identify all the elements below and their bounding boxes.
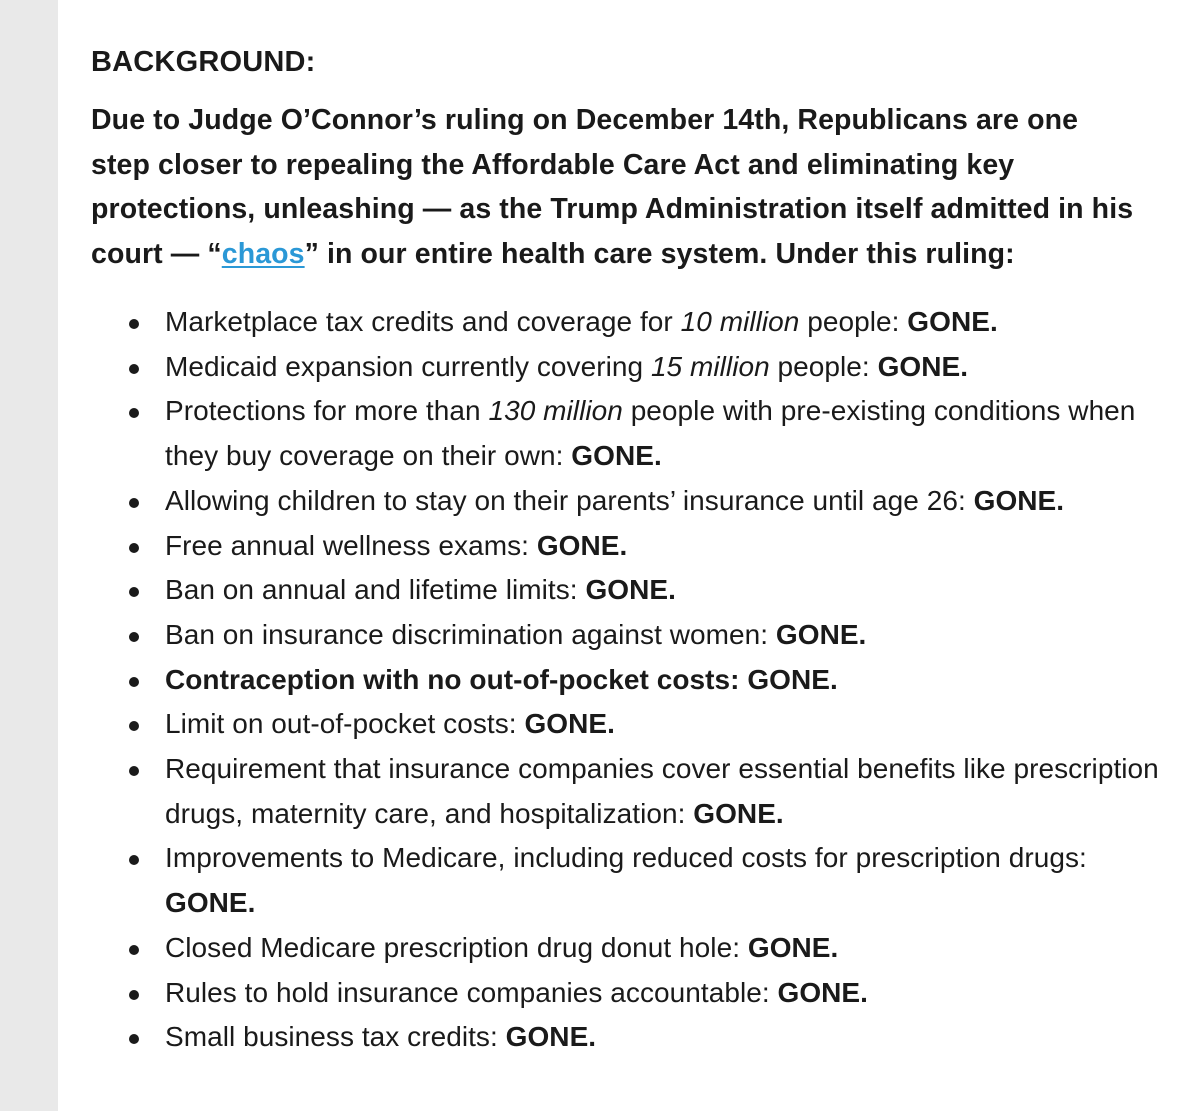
gone-label: GONE. (747, 663, 838, 695)
list-item: Allowing children to stay on their parents’ insurance until age 26: GONE. (91, 479, 1171, 524)
list-item: Protections for more than 130 million people with pre-existing conditions when they buy coverage on their own: GONE. (91, 389, 1171, 478)
list-item: Free annual wellness exams: GONE. (91, 524, 1171, 569)
bullet-icon (129, 855, 139, 865)
list-item: Ban on annual and lifetime limits: GONE. (91, 568, 1171, 613)
gone-label: GONE. (693, 797, 784, 829)
gone-label: GONE. (777, 976, 868, 1008)
bullet-icon (129, 945, 139, 955)
gone-list (91, 300, 1171, 1060)
list-item: Contraception with no out-of-pocket costs: GONE. (91, 658, 1171, 703)
chaos-link[interactable]: chaos (221, 237, 305, 270)
gone-label: GONE. (973, 484, 1065, 516)
document-page (58, 0, 1200, 1111)
bullet-icon (129, 632, 139, 642)
gone-label: GONE. (775, 618, 867, 650)
bullet-icon (129, 543, 139, 553)
gone-label: GONE. (571, 440, 662, 472)
list-item: Rules to hold insurance companies accountable: GONE. (91, 971, 1171, 1016)
intro-text-end: ” in our entire health care system. Under this ruling: (304, 237, 1015, 270)
bullet-icon (129, 677, 139, 687)
intro-text-start: Due to Judge O’Connor’s ruling on December 14th, Republicans are one step closer to repealing the Affordable Care Act and eliminating key protections, unleashing — as the Trump Administration itself admitted in his court — “ (91, 104, 1134, 270)
gone-label: GONE. (165, 887, 256, 919)
list-item: Improvements to Medicare, including reduced costs for prescription drugs: GONE. (91, 836, 1171, 925)
list-item: Requirement that insurance companies cover essential benefits like prescription drugs, maternity care, and hospitalization: GONE. (91, 747, 1171, 836)
section-heading: BACKGROUND: (91, 46, 316, 78)
intro-paragraph (91, 98, 1141, 276)
list-item: Marketplace tax credits and coverage for 10 million people: GONE. (91, 300, 1171, 345)
gone-label: GONE. (877, 350, 969, 382)
gone-label: GONE. (907, 306, 998, 337)
bullet-icon (129, 721, 139, 731)
bullet-icon (129, 319, 139, 329)
gone-label: GONE. (524, 708, 615, 740)
list-item: Ban on insurance discrimination against women: GONE. (91, 613, 1171, 658)
list-item: Medicaid expansion currently covering 15 million people: GONE. (91, 345, 1171, 390)
gone-label: GONE. (536, 529, 628, 561)
list-item: Closed Medicare prescription drug donut hole: GONE. (91, 926, 1171, 971)
bullet-icon (129, 1034, 139, 1044)
gone-label: GONE. (747, 931, 839, 963)
bullet-icon (129, 587, 139, 597)
bullet-icon (129, 408, 139, 418)
bullet-icon (129, 498, 139, 508)
list-item: Limit on out-of-pocket costs: GONE. (91, 702, 1171, 747)
gone-label: GONE. (585, 574, 676, 606)
bullet-icon (129, 364, 139, 374)
bullet-icon (129, 766, 139, 776)
bullet-icon (129, 990, 139, 1000)
gone-label: GONE. (505, 1021, 597, 1053)
list-item: Small business tax credits: GONE. (91, 1015, 1171, 1060)
